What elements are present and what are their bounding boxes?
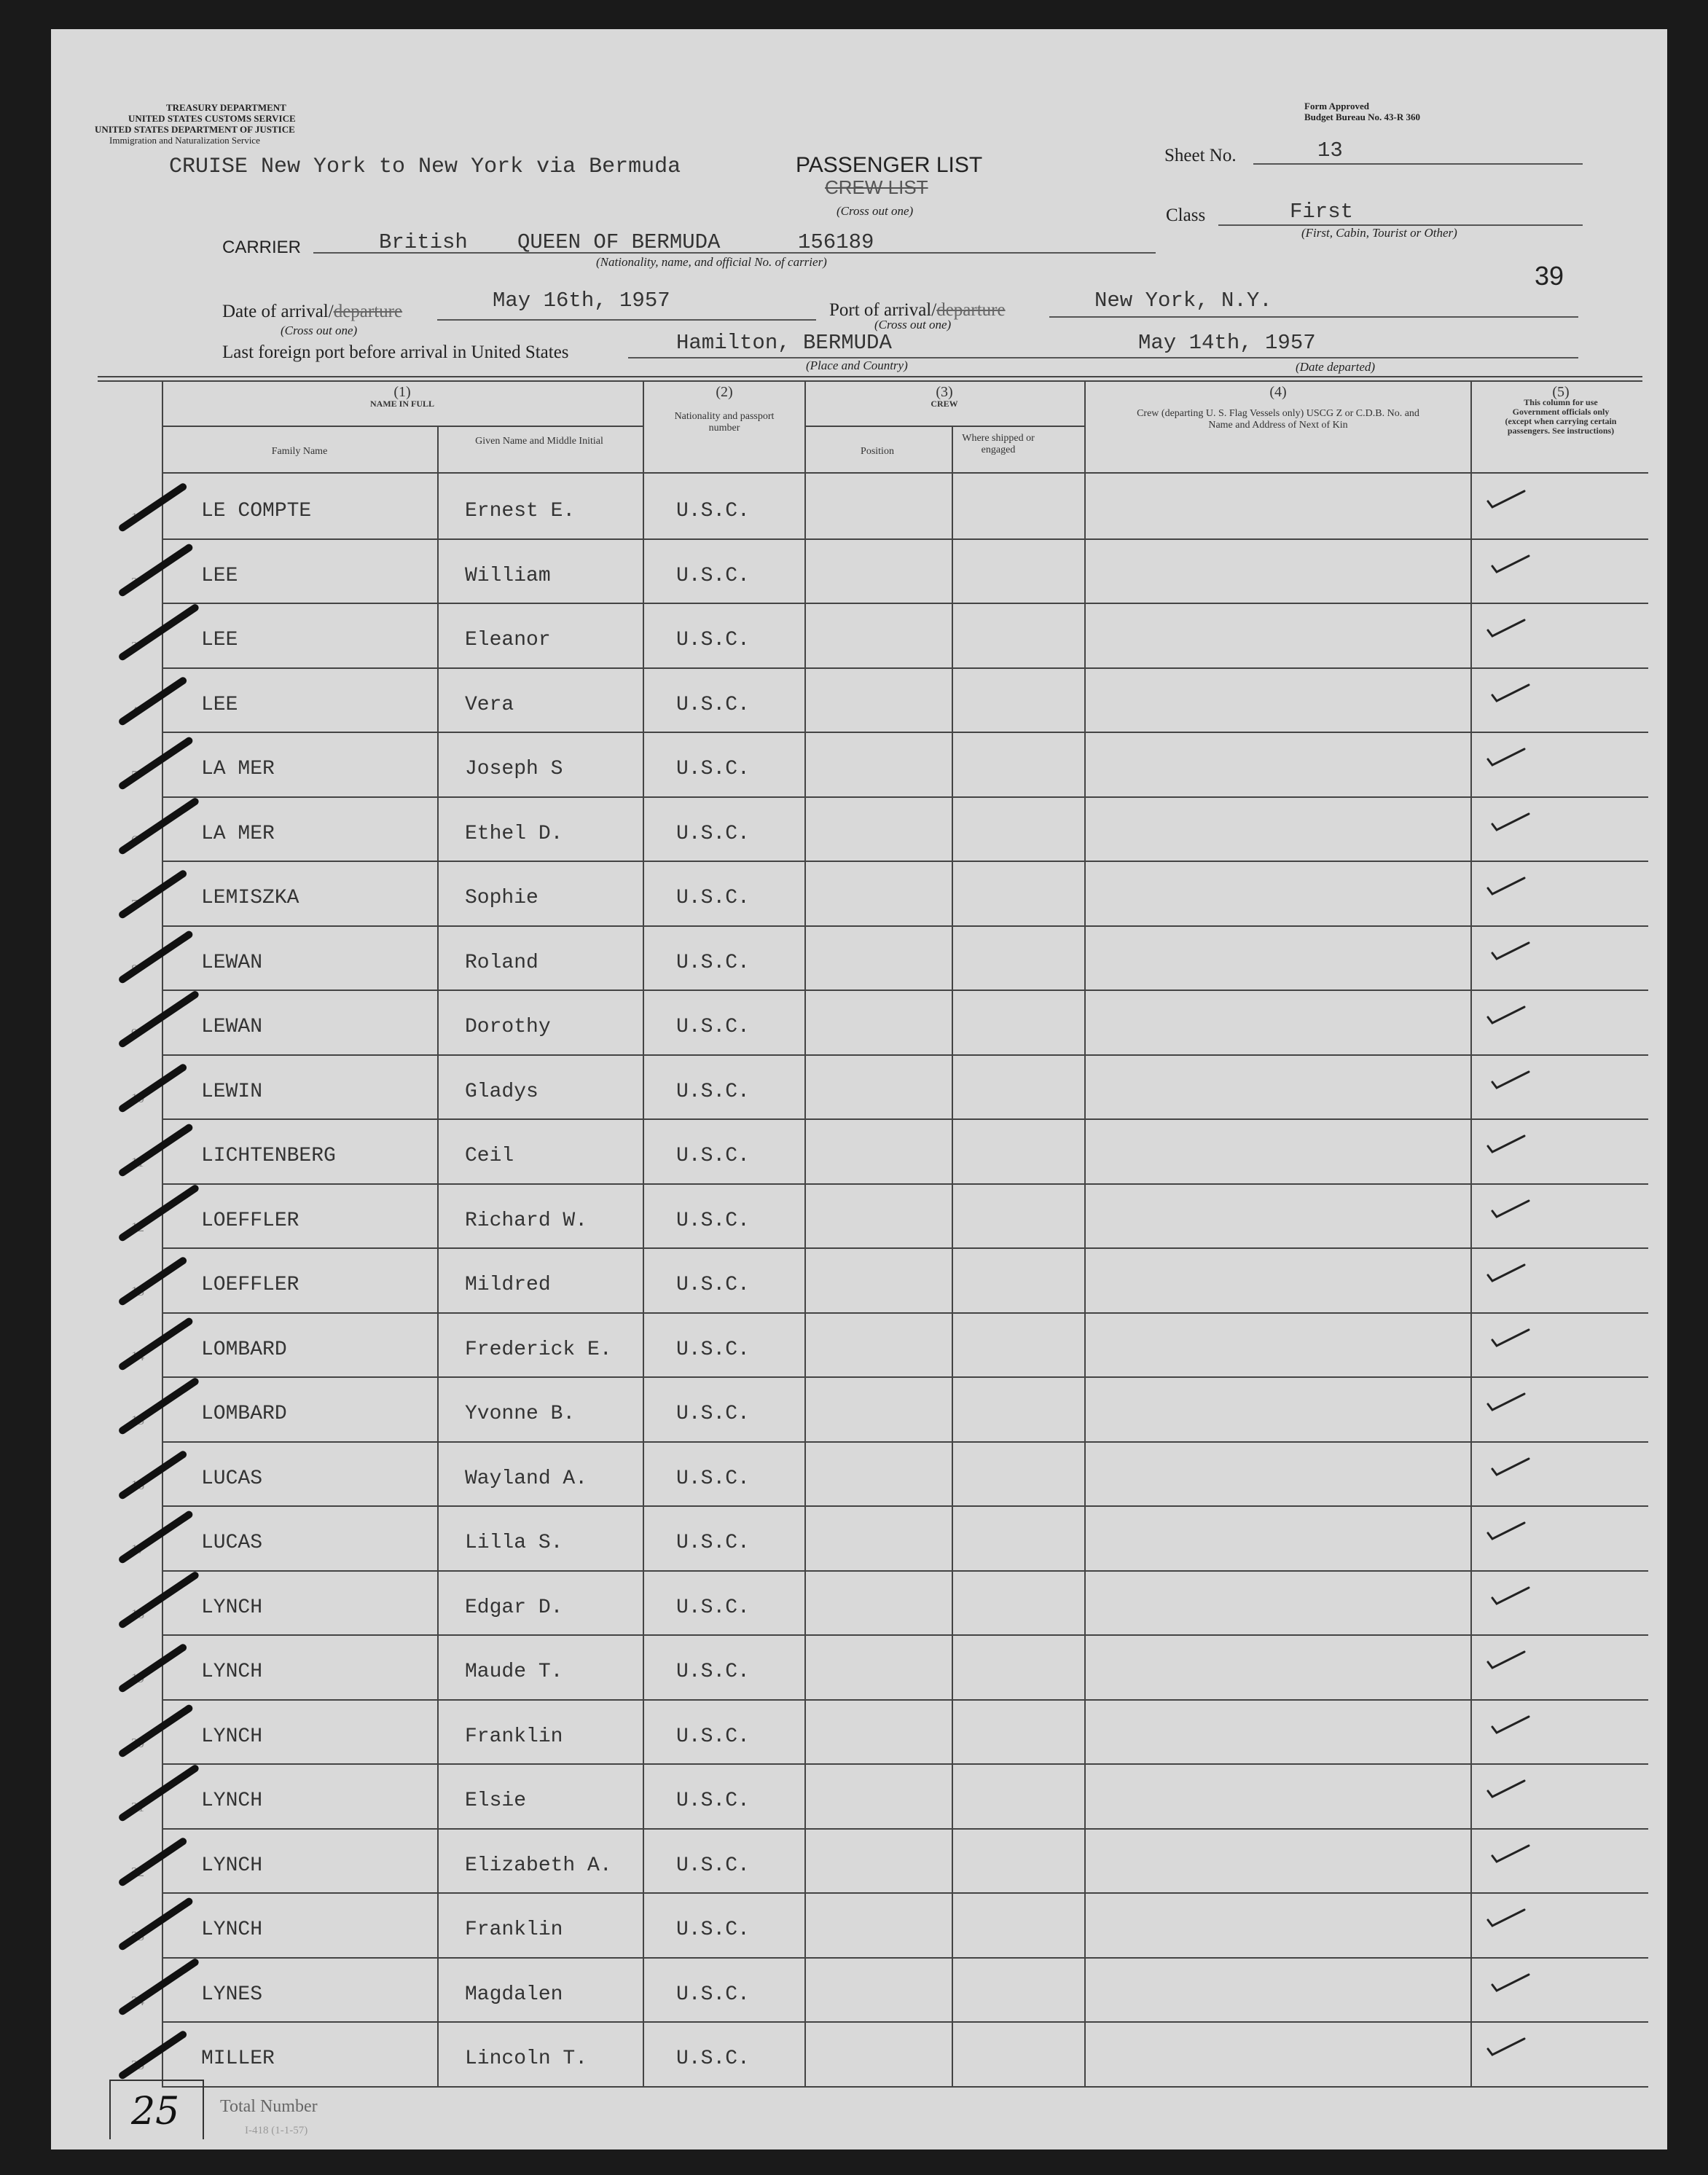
- row-rule: [162, 1634, 1648, 1636]
- family-name: LYNCH: [201, 1854, 263, 1877]
- col3-subrule: [804, 426, 1084, 427]
- date-label: [222, 302, 402, 322]
- given-name: Ethel D.: [465, 822, 563, 845]
- row-rule: [162, 1054, 1648, 1056]
- row-rule: [162, 603, 1648, 604]
- family-name: LYNES: [201, 1983, 263, 2006]
- row-rule: [162, 1118, 1648, 1120]
- nationality: U.S.C.: [676, 758, 750, 780]
- row-rule: [162, 1505, 1648, 1507]
- given-name: Richard W.: [465, 1209, 588, 1232]
- row-rule: [162, 925, 1648, 927]
- nationality: U.S.C.: [676, 1532, 750, 1554]
- carrier-nationality: British: [379, 230, 468, 254]
- form-approved-line-1: Form Approved: [1304, 101, 1369, 111]
- date-cross-note: (Cross out one): [281, 324, 358, 337]
- check-mark-icon: [1491, 1198, 1530, 1220]
- row-rule: [162, 1699, 1648, 1701]
- cross-out-note: (Cross out one): [837, 204, 914, 218]
- row-rule: [162, 1570, 1648, 1572]
- check-mark-icon: [1486, 1262, 1526, 1284]
- dept-line-3: UNITED STATES DEPARTMENT OF JUSTICE: [95, 124, 295, 135]
- carrier-label: CARRIER: [222, 238, 302, 257]
- last-port-note: (Place and Country): [806, 358, 908, 372]
- nationality: U.S.C.: [676, 1016, 750, 1038]
- nationality: U.S.C.: [676, 1145, 750, 1167]
- sheet-underline: [1253, 163, 1583, 165]
- given-name: Lincoln T.: [465, 2047, 588, 2070]
- check-mark-icon: [1486, 1778, 1526, 1800]
- given-header: Given Name and Middle Initial: [475, 436, 603, 447]
- family-name: LYNCH: [201, 1596, 263, 1619]
- family-name: LICHTENBERG: [201, 1145, 336, 1167]
- col2-title: Nationality and passport number: [674, 411, 775, 434]
- given-name: Eleanor: [465, 629, 551, 651]
- table-left-border: [162, 380, 163, 2086]
- form-approved: [1304, 101, 1420, 122]
- check-mark-icon: [1491, 1585, 1530, 1607]
- last-port-value: Hamilton, BERMUDA: [676, 331, 892, 355]
- family-name: LYNCH: [201, 1790, 263, 1812]
- col3-col4-divider: [1084, 380, 1086, 2086]
- check-mark-icon: [1486, 875, 1526, 897]
- check-mark-icon: [1486, 1004, 1526, 1026]
- family-name: LOEFFLER: [201, 1209, 299, 1232]
- check-mark-icon: [1486, 1391, 1526, 1413]
- position-shipped-divider: [952, 426, 953, 2086]
- dept-line-1: TREASURY DEPARTMENT: [166, 102, 286, 113]
- given-name: Joseph S: [465, 758, 563, 780]
- dept-header: [95, 102, 296, 146]
- carrier-note: (Nationality, name, and official No. of carrier): [596, 255, 827, 269]
- family-name: LEE: [201, 564, 238, 587]
- family-given-divider: [437, 426, 439, 2086]
- col4-header: [1086, 386, 1470, 431]
- family-name: LYNCH: [201, 1919, 263, 1941]
- family-name: LA MER: [201, 758, 275, 780]
- col5-header: [1470, 386, 1651, 436]
- row-rule: [162, 1828, 1648, 1830]
- check-mark-icon: [1491, 682, 1530, 704]
- nationality: U.S.C.: [676, 1854, 750, 1877]
- col5-number: (5): [1552, 384, 1570, 400]
- col3-title: CREW: [931, 399, 958, 409]
- family-name: LA MER: [201, 822, 275, 845]
- departed-note: (Date departed): [1296, 360, 1376, 374]
- list-title-struck: CREW LIST: [825, 176, 928, 198]
- check-mark-icon: [1486, 617, 1526, 639]
- carrier-name: QUEEN OF BERMUDA: [517, 230, 721, 254]
- nationality: U.S.C.: [676, 1983, 750, 2006]
- class-value: First: [1290, 200, 1354, 224]
- nationality: U.S.C.: [676, 1467, 750, 1490]
- given-name: Mildred: [465, 1274, 551, 1296]
- given-name: Elsie: [465, 1790, 527, 1812]
- sheet-label: Sheet No.: [1164, 146, 1237, 165]
- port-cross-note: (Cross out one): [874, 318, 952, 332]
- nationality: U.S.C.: [676, 1080, 750, 1103]
- last-port-underline: [628, 357, 1578, 358]
- col1-title: NAME IN FULL: [369, 399, 434, 409]
- total-label: Total Number: [220, 2097, 318, 2116]
- row-rule: [162, 1376, 1648, 1378]
- given-name: Sophie: [465, 887, 538, 909]
- nationality: U.S.C.: [676, 693, 750, 716]
- nationality: U.S.C.: [676, 951, 750, 974]
- col3-number: (3): [936, 384, 953, 400]
- date-label-text: Date of arrival/: [222, 302, 334, 321]
- form-approved-line-2: Budget Bureau No. 43-R 360: [1304, 111, 1421, 122]
- check-mark-icon: [1486, 1520, 1526, 1542]
- given-name: Roland: [465, 951, 538, 974]
- given-name: Elizabeth A.: [465, 1854, 612, 1877]
- family-name: LOMBARD: [201, 1403, 287, 1425]
- given-name: Gladys: [465, 1080, 538, 1103]
- check-mark-icon: [1491, 553, 1530, 575]
- nationality: U.S.C.: [676, 2047, 750, 2070]
- nationality: U.S.C.: [676, 564, 750, 587]
- family-name: LEE: [201, 629, 238, 651]
- nationality: U.S.C.: [676, 1274, 750, 1296]
- check-mark-icon: [1491, 1327, 1530, 1349]
- col1-col2-divider: [643, 380, 644, 2086]
- given-name: Magdalen: [465, 1983, 563, 2006]
- nationality: U.S.C.: [676, 822, 750, 845]
- family-name: LEMISZKA: [201, 887, 299, 909]
- family-header: Family Name: [271, 446, 328, 457]
- nationality: U.S.C.: [676, 500, 750, 522]
- check-mark-icon: [1486, 1907, 1526, 1929]
- check-mark-icon: [1491, 1972, 1530, 1994]
- nationality: U.S.C.: [676, 1725, 750, 1748]
- family-name: LEWAN: [201, 1016, 263, 1038]
- col2-number: (2): [716, 384, 733, 400]
- family-name: LEE: [201, 693, 238, 716]
- family-name: MILLER: [201, 2047, 275, 2070]
- row-rule: [162, 1763, 1648, 1765]
- table-top-rule-2: [98, 380, 1642, 382]
- family-name: LUCAS: [201, 1532, 263, 1554]
- check-mark-icon: [1486, 2036, 1526, 2058]
- nationality: U.S.C.: [676, 1790, 750, 1812]
- row-rule: [162, 538, 1648, 540]
- nationality: U.S.C.: [676, 1338, 750, 1361]
- class-note: (First, Cabin, Tourist or Other): [1301, 226, 1457, 240]
- shipped-header: Where shipped or engaged: [962, 433, 1035, 455]
- nationality: U.S.C.: [676, 1403, 750, 1425]
- family-name: LEWAN: [201, 951, 263, 974]
- carrier-number: 156189: [798, 230, 874, 254]
- check-mark-icon: [1491, 811, 1530, 833]
- form-code: I-418 (1-1-57): [245, 2125, 308, 2136]
- port-label-struck: departure: [936, 300, 1006, 320]
- position-header: Position: [861, 446, 894, 457]
- given-name: Vera: [465, 693, 514, 716]
- check-mark-icon: [1486, 1649, 1526, 1671]
- given-name: William: [465, 564, 551, 587]
- row-rule: [162, 1957, 1648, 1959]
- row-rule: [162, 989, 1648, 991]
- nationality: U.S.C.: [676, 887, 750, 909]
- row-rule: [162, 796, 1648, 798]
- col2-col3-divider: [804, 380, 806, 2086]
- sheet-number: 13: [1317, 138, 1343, 162]
- given-name: Maude T.: [465, 1661, 563, 1683]
- table-top-rule-1: [98, 376, 1642, 377]
- last-port-label: Last foreign port before arrival in United States: [222, 342, 569, 362]
- given-name: Lilla S.: [465, 1532, 563, 1554]
- col4-title: Crew (departing U. S. Flag Vessels only) USCG Z or C.D.B. No. and Name and Address of Next of Kin: [1137, 408, 1419, 431]
- col4-col5-divider: [1470, 380, 1472, 2086]
- row-rule: [162, 732, 1648, 733]
- check-mark-icon: [1491, 940, 1530, 962]
- cruise-route: CRUISE New York to New York via Bermuda: [169, 154, 681, 179]
- date-value: May 16th, 1957: [493, 289, 670, 313]
- col1-subrule: [162, 426, 643, 427]
- page-stamp: 39: [1535, 261, 1564, 291]
- row-rule: [162, 861, 1648, 862]
- nationality: U.S.C.: [676, 1209, 750, 1232]
- port-label-text: Port of arrival/: [829, 300, 937, 320]
- row-rule: [162, 2086, 1648, 2088]
- row-rule: [162, 1312, 1648, 1314]
- row-rule: [162, 1441, 1648, 1443]
- row-rule: [162, 667, 1648, 669]
- nationality: U.S.C.: [676, 1919, 750, 1941]
- col1-number: (1): [393, 384, 411, 400]
- header-bottom-rule: [162, 472, 1648, 474]
- col4-number: (4): [1269, 384, 1287, 400]
- given-name: Frederick E.: [465, 1338, 612, 1361]
- departed-value: May 14th, 1957: [1138, 331, 1316, 355]
- family-name: LYNCH: [201, 1725, 263, 1748]
- col2-header: [644, 386, 804, 434]
- given-name: Franklin: [465, 1919, 563, 1941]
- check-mark-icon: [1491, 1456, 1530, 1478]
- nationality: U.S.C.: [676, 1661, 750, 1683]
- given-name: Wayland A.: [465, 1467, 588, 1490]
- port-underline: [1049, 316, 1578, 318]
- dept-line-2: UNITED STATES CUSTOMS SERVICE: [128, 113, 296, 124]
- col5-title: This column for use Government officials only (except when carrying certain passengers. See instructions): [1505, 397, 1617, 436]
- given-name: Yvonne B.: [465, 1403, 576, 1425]
- row-rule: [162, 1892, 1648, 1894]
- nationality: U.S.C.: [676, 1596, 750, 1619]
- family-name: LEWIN: [201, 1080, 263, 1103]
- family-name: LE COMPTE: [201, 500, 312, 522]
- port-value: New York, N.Y.: [1094, 289, 1272, 313]
- given-name: Ernest E.: [465, 500, 576, 522]
- given-name: Edgar D.: [465, 1596, 563, 1619]
- total-value: 25: [131, 2090, 180, 2133]
- col3-header: [804, 386, 1084, 409]
- dept-line-4: Immigration and Naturalization Service: [109, 135, 260, 146]
- date-label-struck: departure: [333, 302, 403, 321]
- class-label: Class: [1166, 205, 1206, 225]
- row-rule: [162, 2021, 1648, 2023]
- given-name: Ceil: [465, 1145, 514, 1167]
- given-name: Dorothy: [465, 1016, 551, 1038]
- family-name: LOEFFLER: [201, 1274, 299, 1296]
- date-underline: [437, 319, 816, 321]
- check-mark-icon: [1486, 746, 1526, 768]
- nationality: U.S.C.: [676, 629, 750, 651]
- family-name: LYNCH: [201, 1661, 263, 1683]
- given-name: Franklin: [465, 1725, 563, 1748]
- check-mark-icon: [1486, 488, 1526, 510]
- check-mark-icon: [1491, 1714, 1530, 1736]
- list-title: PASSENGER LIST: [796, 153, 983, 177]
- col1-header: [162, 386, 643, 409]
- family-name: LUCAS: [201, 1467, 263, 1490]
- check-mark-icon: [1491, 1069, 1530, 1091]
- row-rule: [162, 1247, 1648, 1249]
- check-mark-icon: [1491, 1843, 1530, 1865]
- family-name: LOMBARD: [201, 1338, 287, 1361]
- check-mark-icon: [1486, 1133, 1526, 1155]
- row-rule: [162, 1183, 1648, 1185]
